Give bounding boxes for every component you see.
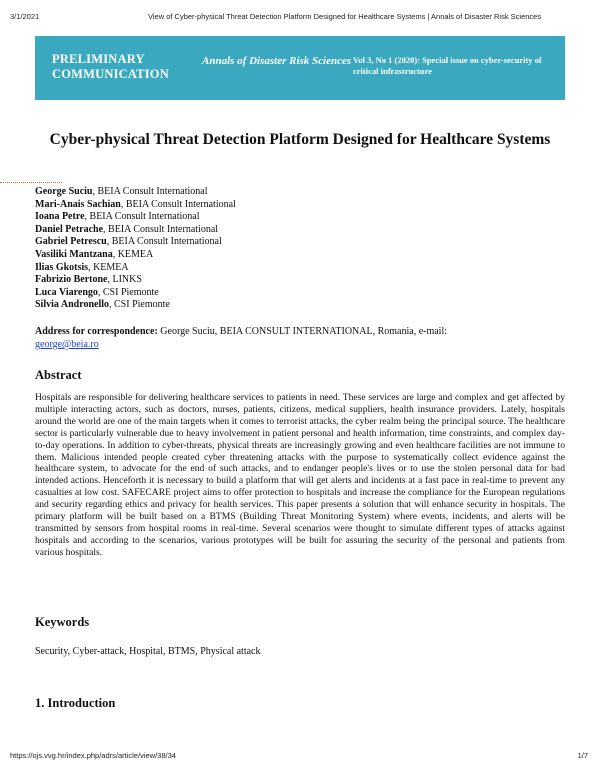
author-item: [35, 249, 555, 262]
print-page-title: View of Cyber-physical Threat Detection Platform Designed for Healthcare Systems | Annals of Disaster Risk Sciences: [148, 12, 542, 21]
author-item: [35, 186, 555, 199]
browser-print-header: [0, 12, 600, 26]
author-item: [35, 236, 555, 249]
author-name: Mari-Anais Sachian: [35, 198, 121, 210]
author-item: [35, 224, 555, 237]
author-item: [35, 199, 555, 212]
keywords-heading: Keywords: [35, 615, 90, 629]
author-affiliation: , BEIA Consult International: [106, 236, 222, 248]
author-affiliation: , BEIA Consult International: [120, 198, 236, 210]
introduction-heading: 1. Introduction: [35, 696, 116, 710]
journal-banner: [35, 36, 565, 100]
abstract-heading: Abstract: [35, 368, 82, 382]
author-affiliation: , BEIA Consult International: [84, 211, 200, 223]
author-item: [35, 287, 555, 300]
page-marker-line: [0, 182, 62, 183]
abstract-text: Hospitals are responsible for delivering healthcare services to patients in need. These services are large and complex and get affected by multiple interacting actors, such as doctors, nurses, patients, citizens, medical suppliers, health insurance providers. Lately, hospitals around the world are one of the main targets when it comes to terrorist attacks, the cyber realm being the principal source. The healthcare sector is particularly vulnerable due to heavy involvement in patient personal and health information, time constraints, and complex day-to-day operations. In addition to cyber-threats, physical threats are increasingly growing and even healthcare facilities are not immune to them. Malicious intended people created cyber threatening attacks with the purpose to systematically collect evidence against the healthcare system, to advocate for the end of such attacks, and to endanger people's lives or to use the stolen personal data for bad intended actions. Henceforth it is necessary to build a platform that will get alerts and incidents at a fast pace in real-time to prevent any casualties at low cost. SAFECARE project aims to offer protection to hospitals and increase the compliance for the European regulations and security regarding ethics and privacy for health services. This paper presents a solution that will enhance security in hospitals. The primary platform will be built based on a BTMS (Building Threat Monitoring System) where events, incidents, and alerts will be transmitted by sensors from hospital rooms in real-time. Several scenarios were thought to simulate different types of attacks against hospitals and according to the scenarios, various prototypes will be built for assuring the security of the personal and patients from various hospitals.: [35, 392, 565, 558]
author-affiliation: , BEIA Consult International: [103, 223, 219, 235]
author-item: [35, 274, 555, 287]
author-name: Silvia Andronello: [35, 299, 110, 311]
author-affiliation: , BEIA Consult International: [92, 186, 208, 197]
author-item: [35, 299, 555, 312]
author-name: Daniel Petrache: [35, 223, 104, 235]
article-type-label: [52, 52, 192, 82]
correspondence-label: Address for correspondence:: [35, 326, 158, 337]
keywords-text: Security, Cyber-attack, Hospital, BTMS, Physical attack: [35, 646, 261, 657]
author-affiliation: , CSI Piemonte: [109, 299, 170, 311]
print-url: https://ojs.vvg.hr/index.php/adrs/article/view/38/34: [10, 751, 176, 760]
page-counter: 1/7: [577, 751, 588, 760]
article-type-line1: PRELIMINARY: [52, 52, 145, 66]
author-name: Fabrizio Bertone: [35, 274, 108, 286]
author-affiliation: , CSI Piemonte: [97, 286, 159, 298]
article-type-line2: COMMUNICATION: [52, 67, 169, 81]
print-date: 3/1/2021: [10, 12, 40, 21]
author-name: Ilias Gkotsis: [35, 261, 89, 273]
author-name: Gabriel Petrescu: [35, 236, 107, 248]
author-item: [35, 262, 555, 275]
correspondence: [35, 325, 505, 351]
issue-info: Vol 3, No 1 (2020): Special issue on cyber-security of critical infrastructure: [353, 55, 542, 76]
author-affiliation: , KEMEA: [88, 261, 129, 273]
author-name: Vasiliki Mantzana: [35, 248, 113, 260]
author-item: [35, 211, 555, 224]
browser-print-footer: [0, 751, 600, 765]
author-name: George Suciu: [35, 186, 93, 197]
author-affiliation: , KEMEA: [112, 248, 154, 260]
author-name: Luca Viarengo: [35, 286, 98, 298]
article-title: Cyber-physical Threat Detection Platform Designed for Healthcare Systems: [49, 131, 551, 148]
correspondence-text: George Suciu, BEIA CONSULT INTERNATIONAL, Romania, e-mail:: [157, 326, 448, 337]
author-affiliation: , LINKS: [107, 274, 142, 286]
journal-name: Annals of Disaster Risk Sciences: [202, 55, 352, 67]
email-link[interactable]: george@beia.ro: [35, 339, 99, 350]
author-name: Ioana Petre: [35, 211, 85, 223]
author-list: [35, 186, 555, 312]
